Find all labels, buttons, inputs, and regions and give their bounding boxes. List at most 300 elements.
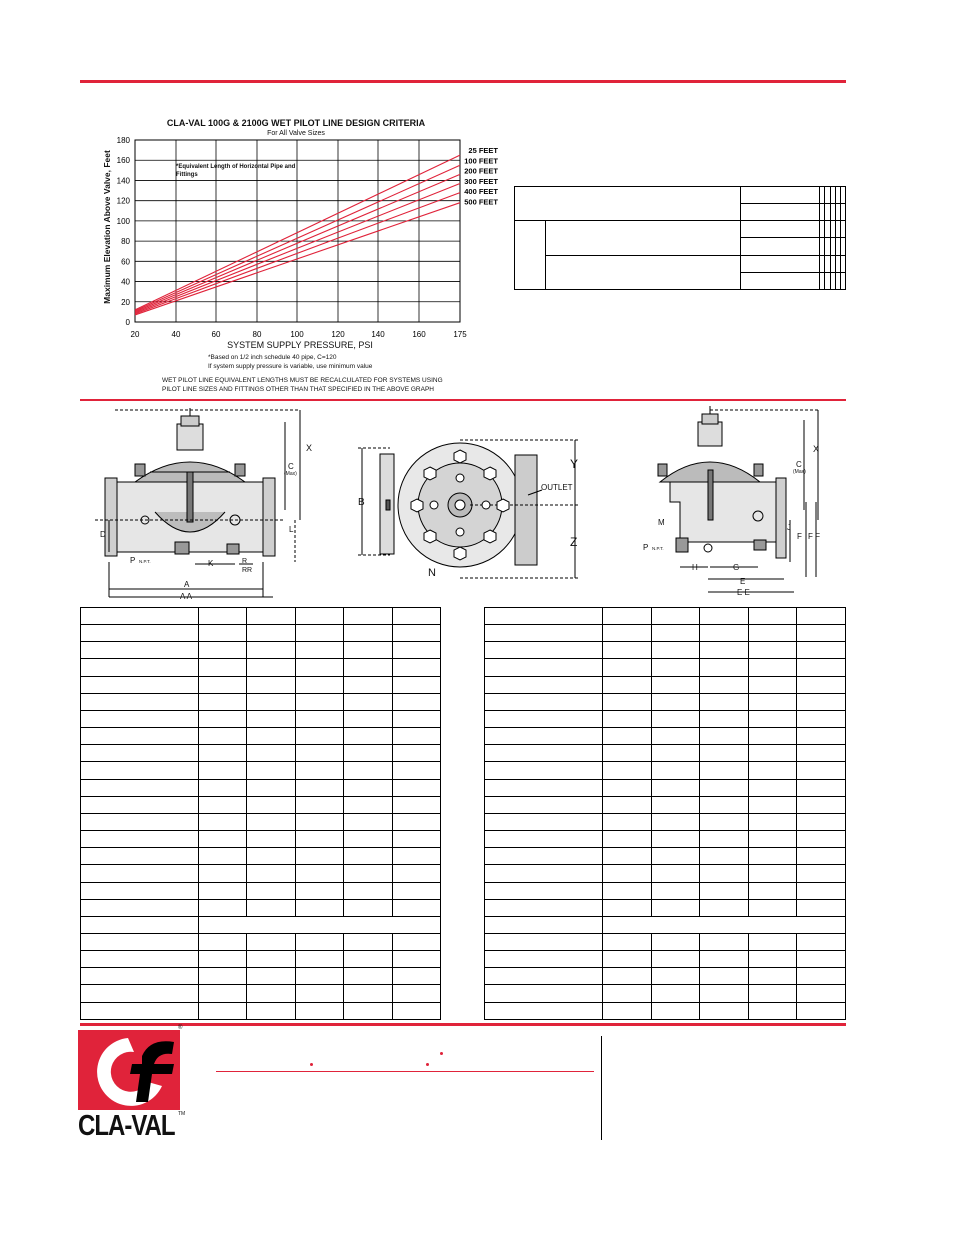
table-cell	[392, 1002, 440, 1019]
table-cell	[247, 796, 295, 813]
table-cell	[344, 710, 392, 727]
table-cell	[392, 882, 440, 899]
table-cell	[700, 728, 749, 745]
dim-D: D	[100, 530, 106, 539]
table-cell	[344, 968, 392, 985]
table-cell	[651, 1002, 700, 1019]
table-row	[485, 899, 846, 916]
table-cell	[344, 848, 392, 865]
table-cell	[81, 642, 199, 659]
table-cell	[295, 659, 343, 676]
table-cell	[797, 813, 846, 830]
table-cell	[700, 899, 749, 916]
dim-C-left: C	[288, 462, 294, 471]
table-cell	[485, 762, 603, 779]
table-cell	[797, 659, 846, 676]
dim-P-left: P	[130, 556, 136, 565]
table-cell	[603, 865, 652, 882]
table-cell	[700, 745, 749, 762]
table-cell	[392, 968, 440, 985]
table-cell	[81, 882, 199, 899]
table-cell	[797, 608, 846, 625]
table-cell	[700, 1002, 749, 1019]
table-cell	[700, 882, 749, 899]
table-cell	[199, 831, 247, 848]
table-cell	[485, 848, 603, 865]
valve-end-view-diagram	[350, 420, 585, 585]
table-cell	[603, 796, 652, 813]
table-cell	[485, 608, 603, 625]
table-cell	[344, 779, 392, 796]
table-cell	[603, 916, 846, 933]
table-cell	[797, 831, 846, 848]
table-cell	[485, 831, 603, 848]
table-row	[485, 676, 846, 693]
table-row	[485, 951, 846, 968]
table-cell	[485, 659, 603, 676]
dim-Pnpt-left: N.P.T.	[139, 559, 151, 564]
table-cell	[603, 608, 652, 625]
table-row	[81, 933, 441, 950]
table-cell	[603, 831, 652, 848]
table-cell	[603, 899, 652, 916]
table-cell	[485, 985, 603, 1002]
table-cell	[700, 625, 749, 642]
table-cell	[485, 693, 603, 710]
table-row	[485, 831, 846, 848]
table-cell	[485, 968, 603, 985]
table-cell	[797, 848, 846, 865]
table-cell	[651, 899, 700, 916]
table-cell	[247, 676, 295, 693]
table-row	[485, 728, 846, 745]
table-row	[81, 642, 441, 659]
table-row	[81, 625, 441, 642]
table-row	[485, 642, 846, 659]
table-cell	[295, 710, 343, 727]
table-cell	[392, 608, 440, 625]
dim-A: A	[184, 580, 190, 589]
table-cell	[485, 642, 603, 659]
dim-E: E	[740, 577, 746, 586]
table-row	[81, 762, 441, 779]
table-cell	[199, 693, 247, 710]
outlet-label: OUTLET	[541, 483, 573, 492]
table-cell	[797, 796, 846, 813]
table-cell	[700, 693, 749, 710]
table-cell	[651, 865, 700, 882]
table-cell	[81, 693, 199, 710]
table-row	[81, 951, 441, 968]
table-cell	[485, 813, 603, 830]
table-cell	[797, 642, 846, 659]
table-cell	[485, 899, 603, 916]
table-cell	[199, 659, 247, 676]
table-cell	[81, 625, 199, 642]
table-row	[485, 608, 846, 625]
x-axis-label: SYSTEM SUPPLY PRESSURE, PSI	[227, 340, 373, 350]
table-cell	[199, 762, 247, 779]
table-cell	[295, 693, 343, 710]
dimension-table-left	[80, 607, 441, 1020]
table-cell	[651, 951, 700, 968]
table-cell	[700, 831, 749, 848]
table-cell	[603, 728, 652, 745]
table-cell	[247, 848, 295, 865]
table-cell	[295, 745, 343, 762]
y-tick-label: 20	[121, 297, 130, 307]
table-cell	[344, 1002, 392, 1019]
table-cell	[700, 813, 749, 830]
table-cell	[392, 676, 440, 693]
table-cell	[81, 968, 199, 985]
table-cell	[247, 985, 295, 1002]
table-cell	[392, 728, 440, 745]
table-cell	[295, 951, 343, 968]
table-cell	[247, 933, 295, 950]
dim-C-right: C	[796, 460, 802, 469]
table-cell	[797, 985, 846, 1002]
table-cell	[485, 710, 603, 727]
table-row	[485, 745, 846, 762]
table-cell	[295, 882, 343, 899]
table-row	[485, 985, 846, 1002]
table-cell	[392, 933, 440, 950]
bullet-dot	[426, 1063, 429, 1066]
series-label: 500 FEET	[464, 197, 498, 207]
table-cell	[700, 779, 749, 796]
table-row	[485, 1002, 846, 1019]
table-cell	[392, 796, 440, 813]
y-tick-label: 140	[116, 176, 130, 186]
table-cell	[651, 796, 700, 813]
x-tick-label: 140	[371, 330, 385, 339]
top-rule	[80, 80, 846, 83]
table-cell	[797, 968, 846, 985]
table-cell	[603, 762, 652, 779]
table-row	[81, 676, 441, 693]
table-cell	[603, 693, 652, 710]
table-cell	[81, 916, 199, 933]
valve-side-view-diagram	[95, 402, 325, 602]
table-cell	[81, 762, 199, 779]
table-cell	[485, 745, 603, 762]
table-cell	[700, 968, 749, 985]
table-cell	[797, 933, 846, 950]
table-cell	[344, 659, 392, 676]
table-cell	[651, 762, 700, 779]
table-cell	[247, 608, 295, 625]
table-cell	[247, 710, 295, 727]
table-cell	[603, 968, 652, 985]
table-cell	[603, 933, 652, 950]
table-cell	[344, 813, 392, 830]
table-cell	[748, 796, 797, 813]
table-cell	[392, 659, 440, 676]
table-cell	[797, 882, 846, 899]
x-tick-label: 160	[412, 330, 426, 339]
dim-P-right: P	[643, 543, 649, 552]
dim-Y: Y	[570, 457, 579, 471]
table-cell	[247, 642, 295, 659]
table-cell	[295, 676, 343, 693]
series-label: 25 FEET	[468, 146, 498, 155]
table-cell	[797, 1002, 846, 1019]
table-cell	[700, 848, 749, 865]
table-cell	[651, 779, 700, 796]
table-row	[81, 796, 441, 813]
table-cell	[651, 693, 700, 710]
table-cell	[392, 831, 440, 848]
table-cell	[199, 710, 247, 727]
dim-EE: E E	[737, 588, 750, 597]
table-cell	[392, 985, 440, 1002]
x-tick-label: 40	[171, 330, 181, 339]
table-cell	[199, 848, 247, 865]
chart-title: CLA-VAL 100G & 2100G WET PILOT LINE DESIGN CRITERIA	[166, 118, 426, 128]
table-cell	[651, 710, 700, 727]
table-cell	[295, 813, 343, 830]
table-cell	[81, 608, 199, 625]
table-cell	[651, 728, 700, 745]
table-cell	[485, 796, 603, 813]
table-cell	[485, 779, 603, 796]
table-cell	[603, 710, 652, 727]
dim-L: L	[289, 525, 294, 534]
trademark-mark: TM	[178, 1111, 186, 1117]
dim-J: J	[787, 523, 791, 532]
table-cell	[748, 762, 797, 779]
table-cell	[344, 608, 392, 625]
table-cell	[651, 968, 700, 985]
x-tick-label: 20	[130, 330, 140, 339]
table-row	[485, 882, 846, 899]
table-cell	[700, 985, 749, 1002]
table-cell	[748, 642, 797, 659]
dim-Cmax-right: (Max)	[793, 469, 806, 475]
table-cell	[651, 813, 700, 830]
table-cell	[199, 865, 247, 882]
table-row	[485, 933, 846, 950]
table-cell	[392, 625, 440, 642]
table-cell	[199, 951, 247, 968]
table-cell	[199, 625, 247, 642]
table-cell	[651, 848, 700, 865]
table-cell	[247, 813, 295, 830]
warning-1: WET PILOT LINE EQUIVALENT LENGTHS MUST BE RECALCULATED FOR SYSTEMS USING	[162, 377, 443, 384]
series-line	[135, 183, 460, 312]
table-cell	[81, 710, 199, 727]
claval-logo-icon	[78, 1030, 180, 1110]
table-cell	[651, 745, 700, 762]
table-row	[81, 728, 441, 745]
table-cell	[651, 831, 700, 848]
pilot-line-table	[514, 186, 846, 290]
table-cell	[748, 831, 797, 848]
table-cell	[748, 951, 797, 968]
table-cell	[199, 642, 247, 659]
table-cell	[247, 882, 295, 899]
dim-H: H	[692, 563, 698, 572]
y-tick-label: 40	[121, 277, 130, 287]
table-cell	[485, 676, 603, 693]
series-label: 400 FEET	[464, 187, 498, 197]
table-row	[485, 813, 846, 830]
table-row	[485, 796, 846, 813]
table-row	[81, 710, 441, 727]
registered-mark: ®	[178, 1025, 183, 1031]
table-row	[485, 779, 846, 796]
chart-subtitle: For All Valve Sizes	[267, 130, 325, 137]
table-cell	[344, 985, 392, 1002]
table-cell	[81, 779, 199, 796]
table-cell	[81, 676, 199, 693]
table-row	[81, 693, 441, 710]
table-row	[81, 659, 441, 676]
table-cell	[651, 608, 700, 625]
series-label: 300 FEET	[464, 176, 498, 186]
table-cell	[748, 728, 797, 745]
table-cell	[295, 642, 343, 659]
table-cell	[247, 745, 295, 762]
table-cell	[392, 951, 440, 968]
table-cell	[344, 693, 392, 710]
table-cell	[344, 728, 392, 745]
table-cell	[603, 625, 652, 642]
table-row	[485, 865, 846, 882]
table-cell	[199, 813, 247, 830]
table-row	[485, 693, 846, 710]
table-cell	[603, 1002, 652, 1019]
footer-divider	[601, 1036, 602, 1140]
table-row	[81, 745, 441, 762]
table-cell	[295, 899, 343, 916]
table-cell	[81, 745, 199, 762]
table-cell	[344, 642, 392, 659]
table-cell	[199, 745, 247, 762]
table-cell	[485, 951, 603, 968]
table-cell	[748, 985, 797, 1002]
table-cell	[81, 831, 199, 848]
footer-address-rule	[216, 1071, 594, 1072]
table-cell	[247, 951, 295, 968]
table-cell	[295, 608, 343, 625]
table-cell	[344, 676, 392, 693]
table-cell	[295, 625, 343, 642]
table-cell	[81, 848, 199, 865]
table-cell	[748, 745, 797, 762]
bottom-rule	[80, 1023, 846, 1026]
table-cell	[247, 865, 295, 882]
table-cell	[748, 848, 797, 865]
table-cell	[344, 899, 392, 916]
table-cell	[199, 985, 247, 1002]
table-cell	[748, 1002, 797, 1019]
table-cell	[603, 813, 652, 830]
table-cell	[603, 882, 652, 899]
claval-wordmark: CLA-VAL	[78, 1110, 175, 1143]
y-tick-label: 160	[116, 156, 130, 166]
dim-R: R	[242, 558, 248, 565]
table-cell	[797, 951, 846, 968]
x-tick-label: 120	[331, 330, 345, 339]
x-tick-label: 175	[453, 330, 467, 339]
table-cell	[295, 1002, 343, 1019]
dim-N: N	[428, 567, 436, 579]
table-cell	[295, 831, 343, 848]
table-cell	[247, 728, 295, 745]
table-row	[81, 831, 441, 848]
table-cell	[485, 882, 603, 899]
table-cell	[344, 745, 392, 762]
table-row	[81, 985, 441, 1002]
table-cell	[247, 831, 295, 848]
table-cell	[81, 728, 199, 745]
table-row	[81, 813, 441, 830]
table-cell	[81, 951, 199, 968]
series-label: 100 FEET	[464, 156, 498, 166]
table-cell	[797, 745, 846, 762]
table-row	[81, 865, 441, 882]
footnote-1: *Based on 1/2 inch schedule 40 pipe, C=120	[208, 354, 337, 361]
table-cell	[797, 865, 846, 882]
dim-M: M	[658, 518, 665, 527]
table-cell	[651, 676, 700, 693]
x-tick-label: 80	[252, 330, 262, 339]
table-cell	[295, 865, 343, 882]
dim-F: F	[797, 532, 802, 541]
table-cell	[651, 985, 700, 1002]
table-cell	[748, 710, 797, 727]
x-tick-label: 60	[211, 330, 221, 339]
chart-legend	[464, 146, 498, 207]
table-cell	[700, 762, 749, 779]
table-cell	[700, 676, 749, 693]
table-cell	[748, 899, 797, 916]
table-cell	[700, 951, 749, 968]
table-cell	[700, 659, 749, 676]
table-cell	[797, 728, 846, 745]
dim-Pnpt-right: N.P.T.	[652, 546, 664, 551]
dimension-table-right	[484, 607, 846, 1020]
bullet-dot	[310, 1063, 313, 1066]
table-cell	[199, 796, 247, 813]
table-cell	[700, 642, 749, 659]
table-row	[81, 779, 441, 796]
table-cell	[392, 745, 440, 762]
footnote-2: If system supply pressure is variable, use minimum value	[208, 363, 373, 370]
table-cell	[485, 728, 603, 745]
table-cell	[344, 882, 392, 899]
y-tick-label: 80	[121, 237, 130, 247]
table-cell	[603, 659, 652, 676]
warning-2: PILOT LINE SIZES AND FITTINGS OTHER THAN THAT SPECIFIED IN THE ABOVE GRAPH	[162, 386, 434, 393]
y-tick-label: 120	[116, 196, 130, 206]
table-cell	[199, 933, 247, 950]
table-row	[81, 882, 441, 899]
table-cell	[81, 933, 199, 950]
table-cell	[748, 882, 797, 899]
table-cell	[603, 985, 652, 1002]
chart-series	[135, 155, 460, 315]
table-cell	[748, 865, 797, 882]
table-cell	[295, 933, 343, 950]
table-cell	[392, 779, 440, 796]
table-cell	[485, 933, 603, 950]
table-row	[81, 848, 441, 865]
table-cell	[199, 968, 247, 985]
dim-G: G	[733, 563, 740, 572]
